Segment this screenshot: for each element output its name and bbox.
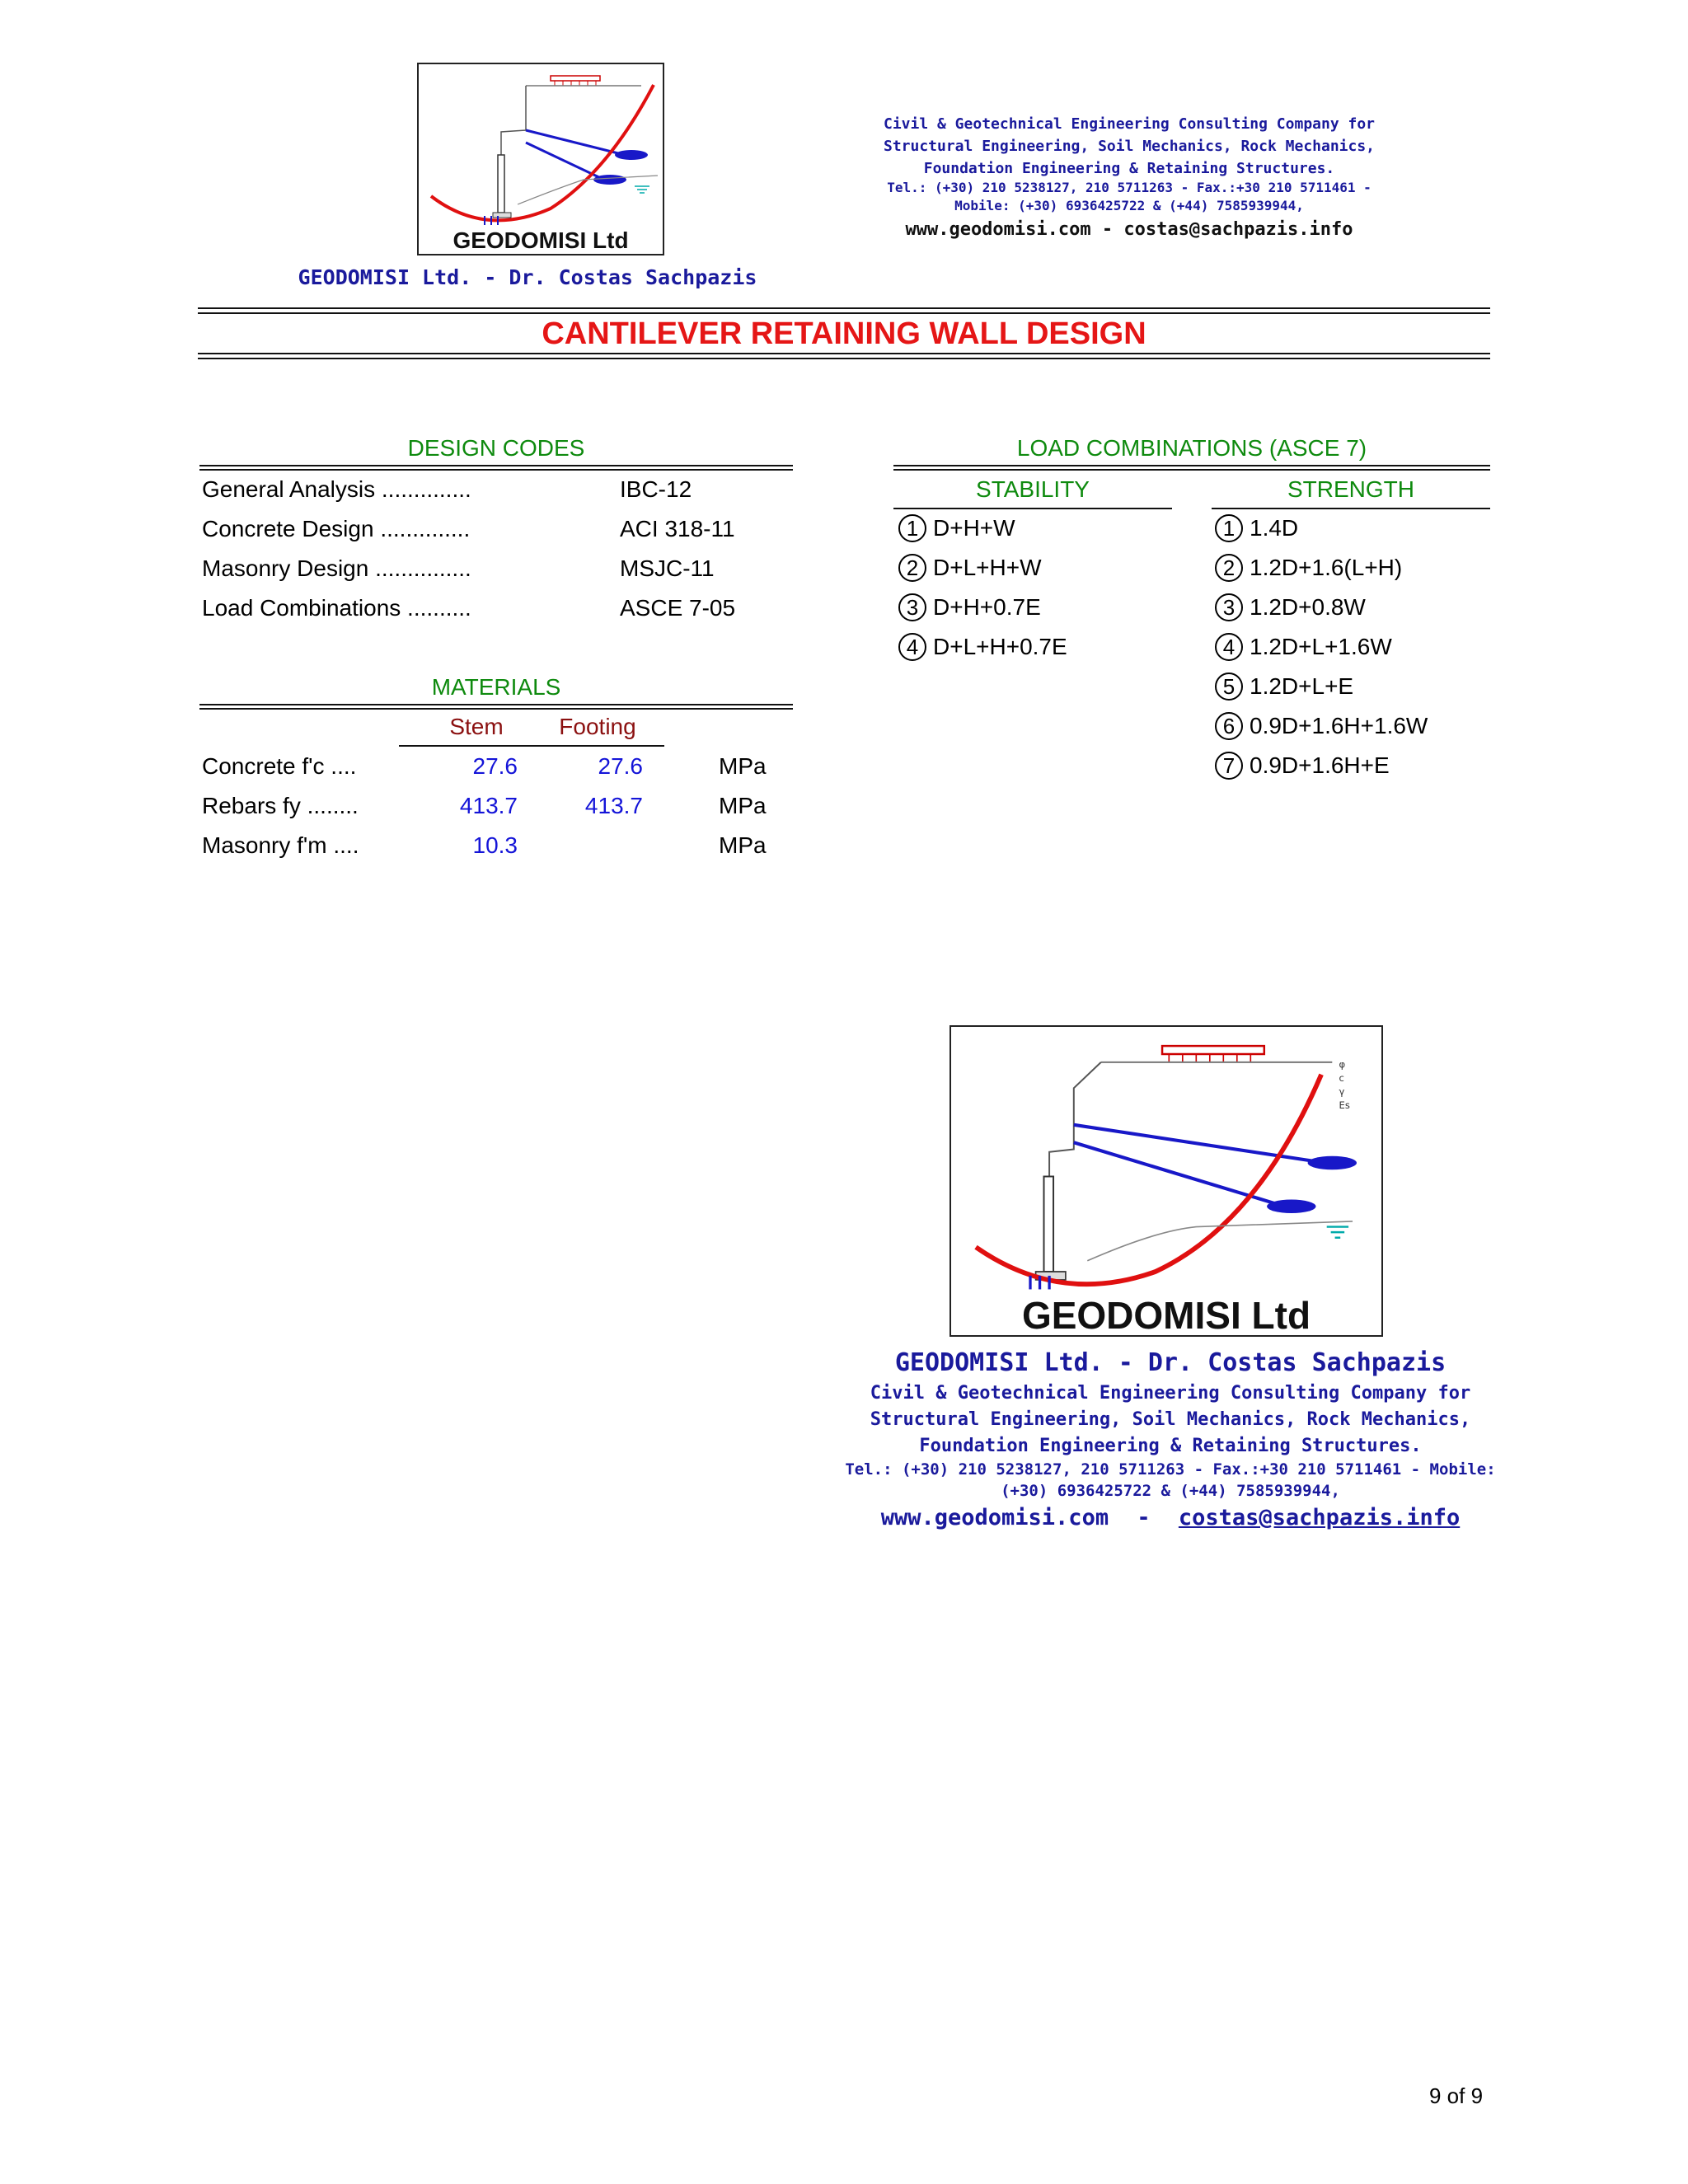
load-combinations-heading: LOAD COMBINATIONS (ASCE 7) [1016, 435, 1367, 461]
company-desc-line: (+30) 6936425722 & (+44) 7585939944, [1001, 1482, 1340, 1500]
company-desc-line: Foundation Engineering & Retaining Structures. [923, 160, 1335, 177]
company-desc-line: Civil & Geotechnical Engineering Consulting Company for [870, 1383, 1471, 1404]
svg-text:φ: φ [1339, 1058, 1346, 1071]
material-footing-value: 413.7 [584, 793, 643, 818]
design-code-value: ASCE 7-05 [620, 595, 736, 621]
material-stem-value: 10.3 [472, 832, 518, 858]
company-desc-line: Tel.: (+30) 210 5238127, 210 5711263 - Fax.:+30 210 5711461 - Mobile: [845, 1460, 1496, 1479]
design-code-label: Concrete Design .............. [202, 516, 471, 541]
material-label: Concrete f'c .... [202, 753, 357, 779]
combo-text: D+H+W [933, 515, 1015, 541]
stability-combo [898, 554, 1042, 582]
retaining-wall-diagram-icon [419, 64, 663, 229]
number-circle-icon: 1 [1215, 514, 1243, 542]
material-unit: MPa [719, 793, 767, 818]
design-code-value: ACI 318-11 [620, 516, 735, 541]
combo-text: 0.9D+1.6H+1.6W [1250, 713, 1428, 738]
number-circle-icon: 1 [898, 514, 926, 542]
strength-combo [1215, 554, 1402, 582]
footing-column-header: Footing [559, 714, 636, 739]
number-circle-icon: 3 [1215, 593, 1243, 621]
combo-text: 1.2D+L+E [1250, 673, 1354, 699]
retaining-wall-diagram-icon [951, 1027, 1381, 1299]
company-desc-line: Structural Engineering, Soil Mechanics, Rock Mechanics, [883, 138, 1376, 155]
number-circle-icon: 7 [1215, 752, 1243, 780]
combo-text: 1.2D+L+1.6W [1250, 634, 1392, 659]
page-title: CANTILEVER RETAINING WALL DESIGN [542, 316, 1146, 351]
material-label: Masonry f'm .... [202, 832, 359, 858]
combo-text: 0.9D+1.6H+E [1250, 752, 1390, 778]
company-name: GEODOMISI Ltd. - Dr. Costas Sachpazis [894, 1348, 1447, 1377]
strength-combo [1215, 752, 1390, 780]
divider [399, 745, 664, 747]
stability-combo [898, 593, 1041, 621]
material-label: Rebars fy ........ [202, 793, 359, 818]
divider [1212, 508, 1490, 509]
footer-logo [950, 1025, 1383, 1337]
company-web-email: www.geodomisi.com - costas@sachpazis.info [905, 219, 1353, 240]
number-circle-icon: 4 [1215, 633, 1243, 661]
design-code-value: IBC-12 [620, 476, 692, 502]
company-desc-line: Foundation Engineering & Retaining Structures. [919, 1436, 1422, 1456]
stability-combo [898, 633, 1067, 661]
strength-combo [1215, 673, 1353, 701]
divider [893, 465, 1490, 466]
design-code-value: MSJC-11 [620, 555, 715, 581]
logo-caption: GEODOMISI Ltd [419, 227, 663, 254]
material-unit: MPa [719, 753, 767, 779]
material-unit: MPa [719, 832, 767, 858]
combo-text: 1.2D+1.6(L+H) [1250, 555, 1403, 580]
divider [198, 358, 1490, 359]
divider [199, 469, 793, 471]
stem-column-header: Stem [449, 714, 504, 739]
stability-combo [898, 514, 1015, 542]
design-code-label: Load Combinations .......... [202, 595, 471, 621]
divider [893, 508, 1172, 509]
design-code-label: General Analysis .............. [202, 476, 471, 502]
design-code-label: Masonry Design ............... [202, 555, 471, 581]
website-link[interactable]: www.geodomisi.com [880, 1505, 1109, 1530]
number-circle-icon: 5 [1215, 673, 1243, 701]
company-desc-line: Tel.: (+30) 210 5238127, 210 5711263 - Fax.:+30 210 5711461 - [887, 180, 1372, 195]
email-link[interactable]: costas@sachpazis.info [1178, 1505, 1461, 1530]
company-desc-line: Mobile: (+30) 6936425722 & (+44) 7585939944, [954, 198, 1304, 213]
svg-text:γ: γ [1339, 1085, 1345, 1098]
divider [198, 312, 1490, 314]
material-stem-value: 413.7 [459, 793, 518, 818]
divider [198, 307, 1490, 309]
strength-combo [1215, 633, 1392, 661]
strength-combo [1215, 712, 1428, 740]
divider [199, 465, 793, 466]
number-circle-icon: 4 [898, 633, 926, 661]
strength-combo [1215, 593, 1366, 621]
stability-heading: STABILITY [976, 476, 1090, 502]
company-desc-line: Civil & Geotechnical Engineering Consulting Company for [883, 115, 1376, 133]
materials-heading: MATERIALS [431, 674, 561, 700]
divider [198, 353, 1490, 354]
combo-text: 1.2D+0.8W [1250, 594, 1366, 620]
number-circle-icon: 3 [898, 593, 926, 621]
separator: - [1137, 1505, 1151, 1530]
strength-heading: STRENGTH [1287, 476, 1414, 502]
number-circle-icon: 2 [1215, 554, 1243, 582]
number-circle-icon: 6 [1215, 712, 1243, 740]
company-name: GEODOMISI Ltd. - Dr. Costas Sachpazis [298, 265, 757, 289]
svg-text:Es: Es [1339, 1099, 1350, 1111]
divider [199, 708, 793, 710]
svg-text:c: c [1339, 1072, 1344, 1084]
number-circle-icon: 2 [898, 554, 926, 582]
header-logo [417, 63, 664, 255]
combo-text: 1.4D [1250, 515, 1299, 541]
strength-combo [1215, 514, 1298, 542]
material-stem-value: 27.6 [472, 753, 518, 779]
material-footing-value: 27.6 [598, 753, 643, 779]
company-desc-line: Structural Engineering, Soil Mechanics, Rock Mechanics, [870, 1409, 1471, 1430]
divider [199, 704, 793, 705]
divider [893, 469, 1490, 471]
combo-text: D+L+H+0.7E [933, 634, 1067, 659]
logo-caption: GEODOMISI Ltd [951, 1296, 1381, 1335]
combo-text: D+H+0.7E [933, 594, 1041, 620]
combo-text: D+L+H+W [933, 555, 1042, 580]
design-codes-heading: DESIGN CODES [407, 435, 585, 461]
page-number: 9 of 9 [1429, 2083, 1484, 2108]
footer-contact [841, 1505, 1500, 1530]
